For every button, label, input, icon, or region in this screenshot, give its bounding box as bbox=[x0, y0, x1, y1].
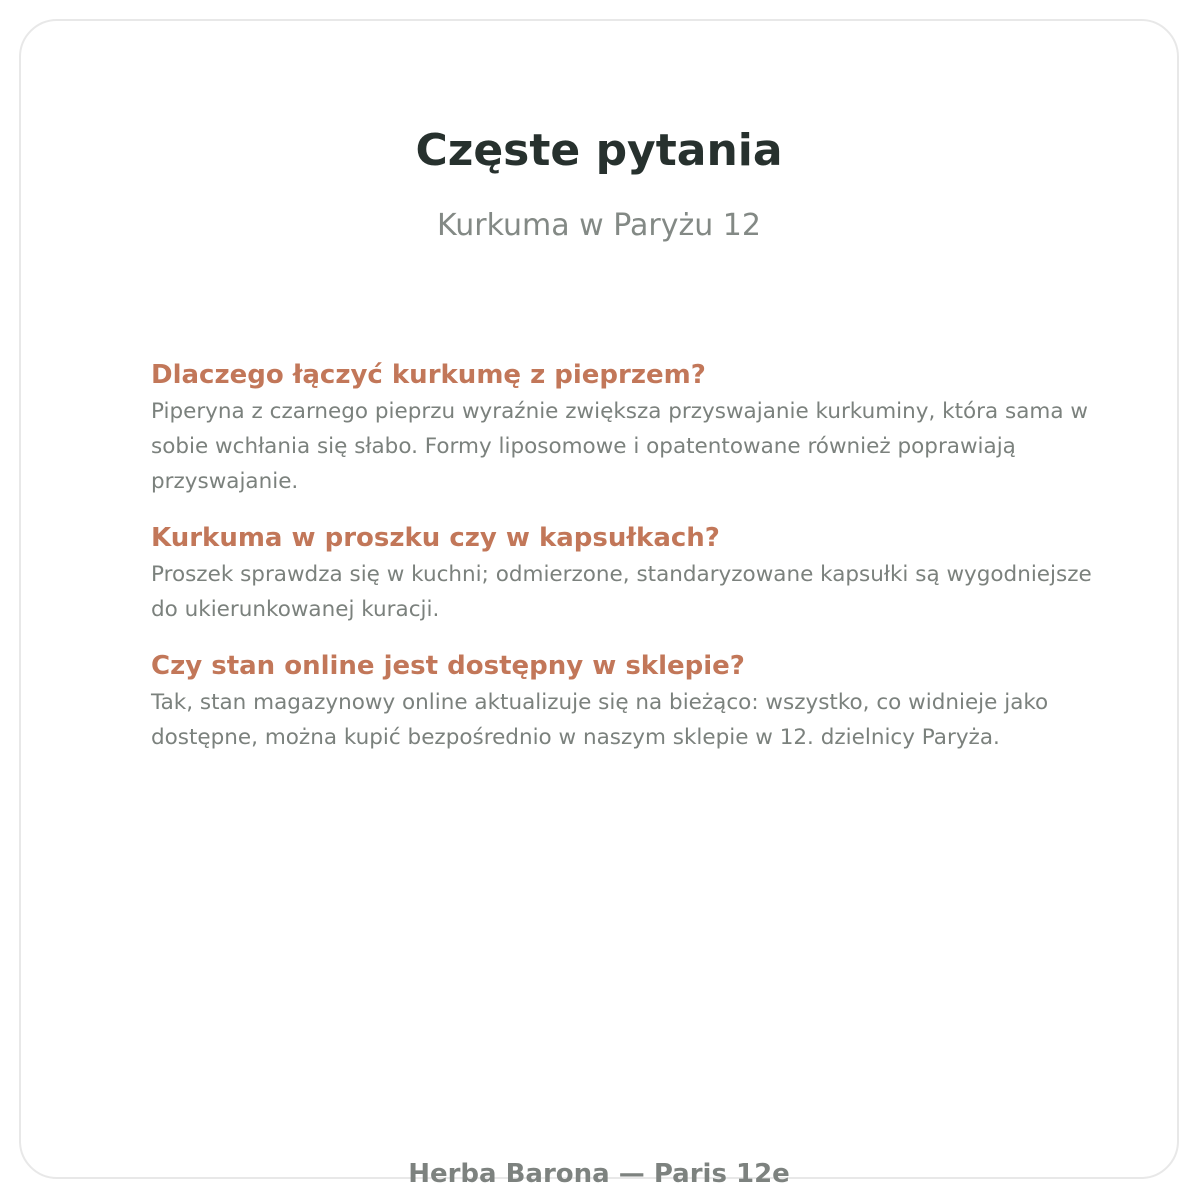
faq-question: Dlaczego łączyć kurkumę z pieprzem? bbox=[151, 360, 706, 390]
faq-item-powder-capsules bbox=[151, 519, 1111, 627]
faq-question: Czy stan online jest dostępny w sklepie? bbox=[151, 651, 745, 681]
faq-card bbox=[19, 19, 1179, 1189]
faq-item-stock bbox=[151, 647, 1111, 755]
faq-answer: Piperyna z czarnego pieprzu wyraźnie zwiększa przyswajanie kurkuminy, która sama w sobie wchłania się słabo. Formy liposomowe i opatentowane również poprawiają przyswajanie. bbox=[151, 399, 1088, 494]
faq-list bbox=[151, 356, 1111, 775]
page-title: Częste pytania bbox=[415, 125, 783, 176]
faq-question: Kurkuma w proszku czy w kapsułkach? bbox=[151, 523, 720, 553]
footer-brand: Herba Barona — Paris 12e bbox=[408, 1159, 790, 1189]
faq-answer: Proszek sprawdza się w kuchni; odmierzone, standaryzowane kapsułki są wygodniejsze do ukierunkowanej kuracji. bbox=[151, 562, 1092, 622]
faq-answer: Tak, stan magazynowy online aktualizuje się na bieżąco: wszystko, co widnieje jako dostępne, można kupić bezpośrednio w naszym sklepie w 12. dzielnicy Paryża. bbox=[151, 690, 1049, 750]
faq-item-pepper bbox=[151, 356, 1111, 499]
page-subtitle: Kurkuma w Paryżu 12 bbox=[437, 208, 761, 243]
